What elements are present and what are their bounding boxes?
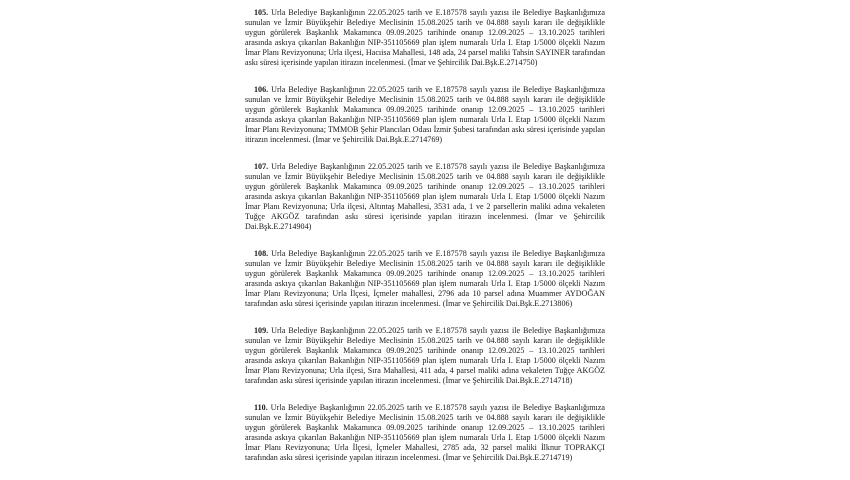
item-number: 109.: [254, 326, 269, 335]
document-page: [245, 8, 605, 480]
item-number: 105.: [254, 8, 269, 17]
item-number: 106.: [254, 85, 269, 94]
item-text: Urla Belediye Başkanlığının 22.05.2025 tarih ve E.187578 sayılı yazısı ile Belediye Başkanlığımıza sunulan ve İzmir Büyükşehir Belediye Meclisinin 15.08.2025 tarih ve 04.888 sayılı kararı ile değişiklikle uygun görülerek Başkanlık Makamınca 09.09.2025 tarihinde onanıp 12.09.2025 – 13.10.2025 tarihleri arasında askıya çıkarılan Bakanlığın NIP-351105669 plan işlem numaralı Urla I. Etap 1/5000 ölçekli Nazım İmar Planı Revizyonuna; Urla ilçesi, Altıntaş Mahallesi, 3531 ada, 1 ve 2 parsellerin maliki adına vekaleten Tuğçe AKGÖZ tarafından askı süresi içerisinde yapılan itirazın incelenmesi. (İmar ve Şehircilik Dai.Bşk.E.2714904): [245, 162, 605, 231]
item-number: 107.: [254, 162, 269, 171]
item-number: 108.: [254, 249, 269, 258]
agenda-item-108: [245, 249, 605, 309]
agenda-item-109: [245, 326, 605, 386]
item-number: 110.: [254, 403, 268, 412]
agenda-item-106: [245, 85, 605, 145]
item-text: Urla Belediye Başkanlığının 22.05.2025 tarih ve E.187578 sayılı yazısı ile Belediye Başkanlığımıza sunulan ve İzmir Büyükşehir Belediye Meclisinin 15.08.2025 tarih ve 04.888 sayılı kararı ile değişiklikle uygun görülerek Başkanlık Makamınca 09.09.2025 tarihinde onanıp 12.09.2025 – 13.10.2025 tarihleri arasında askıya çıkarılan Bakanlığın NIP-351105669 plan işlem numaralı Urla I. Etap 1/5000 ölçekli Nazım İmar Planı Revizyonuna; Urla ilçesi, Sıra Mahallesi, 411 ada, 4 parsel maliki adına vekaleten Tuğçe AKGÖZ tarafından askı süresi içerisinde yapılan itirazın incelenmesi. (İmar ve Şehircilik Dai.Bşk.E.2714718): [245, 326, 605, 385]
item-text: Urla Belediye Başkanlığının 22.05.2025 tarih ve E.187578 sayılı yazısı ile Belediye Başkanlığımıza sunulan ve İzmir Büyükşehir Belediye Meclisinin 15.08.2025 tarih ve 04.888 sayılı kararı ile değişiklikle uygun görülerek Başkanlık Makamınca 09.09.2025 tarihinde onanıp 12.09.2025 – 13.10.2025 tarihleri arasında askıya çıkarılan Bakanlığın NIP-351105669 plan işlem numaralı Urla I. Etap 1/5000 ölçekli Nazım İmar Planı Revizyonuna; Urla İlçesi, İçmeler Mahallesi, 2785 ada, 32 parsel maliki İlknur TOPRAKÇI tarafından askı süresi içerisinde yapılan itirazın incelenmesi. (İmar ve Şehircilik Dai.Bşk.E.2714719): [245, 403, 605, 462]
item-text: Urla Belediye Başkanlığının 22.05.2025 tarih ve E.187578 sayılı yazısı ile Belediye Başkanlığımıza sunulan ve İzmir Büyükşehir Belediye Meclisinin 15.08.2025 tarih ve 04.888 sayılı kararı ile değişiklikle uygun görülerek Başkanlık Makamınca 09.09.2025 tarihinde onanıp 12.09.2025 – 13.10.2025 tarihleri arasında askıya çıkarılan Bakanlığın NIP-351105669 plan işlem numaralı Urla I. Etap 1/5000 ölçekli Nazım İmar Planı Revizyonuna; TMMOB Şehir Plancıları Odası İzmir Şubesi tarafından askı süresi içerisinde yapılan itirazın incelenmesi. (İmar ve Şehircilik Dai.Bşk.E.2714769): [245, 85, 605, 144]
item-text: Urla Belediye Başkanlığının 22.05.2025 tarih ve E.187578 sayılı yazısı ile Belediye Başkanlığımıza sunulan ve İzmir Büyükşehir Belediye Meclisinin 15.08.2025 tarih ve 04.888 sayılı kararı ile değişiklikle uygun görülerek Başkanlık Makamınca 09.09.2025 tarihinde onanıp 12.09.2025 – 13.10.2025 tarihleri arasında askıya çıkarılan Bakanlığın NIP-351105669 plan işlem numaralı Urla I. Etap 1/5000 ölçekli Nazım İmar Planı Revizyonuna; Urla ilçesi, Hacıisa Mahallesi, 148 ada, 24 parsel maliki Tahsin SAYINER tarafından askı süresi içerisinde yapılan itirazın incelenmesi. (İmar ve Şehircilik Dai.Bşk.E.2714750): [245, 8, 605, 67]
item-text: Urla Belediye Başkanlığının 22.05.2025 tarih ve E.187578 sayılı yazısı ile Belediye Başkanlığımıza sunulan ve İzmir Büyükşehir Belediye Meclisinin 15.08.2025 tarih ve 04.888 sayılı kararı ile değişiklikle uygun görülerek Başkanlık Makamınca 09.09.2025 tarihinde onanıp 12.09.2025 – 13.10.2025 tarihleri arasında askıya çıkarılan Bakanlığın NIP-351105669 plan işlem numaralı Urla I. Etap 1/5000 ölçekli Nazım İmar Planı Revizyonuna; Urla İlçesi, İçmeler mahallesi, 2796 ada 10 parsel adına Muammer AYDOĞAN tarafından askı süresi içerisinde yapılan itirazın incelenmesi. (İmar ve Şehircilik Dai.Bşk.E.2713806): [245, 249, 605, 308]
agenda-item-107: [245, 162, 605, 232]
agenda-item-105: [245, 8, 605, 68]
agenda-item-110: [245, 403, 605, 463]
